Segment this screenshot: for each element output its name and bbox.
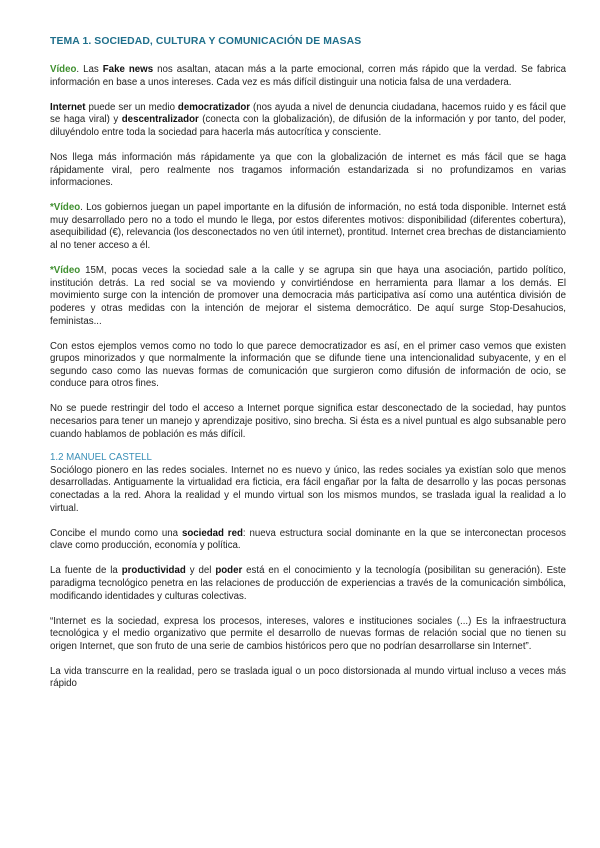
paragraph-gobiernos [50, 202, 566, 252]
paragraph-fake-news [50, 64, 566, 89]
term-descentralizador: descentralizador [121, 114, 199, 126]
text: La fuente de la [50, 565, 122, 577]
video-link[interactable]: Vídeo [50, 64, 77, 75]
text: 15M, pocas veces la sociedad sale a la calle y se agrupa sin que haya una asociación, partido político, institución detrás. La red social se va moviendo y convirtiéndose en herramienta para llamar a los demás. El movimiento surge con la intención de promover una democracia más participativa así como una auténtica división de poderes y otras medidas con la intención de mejorar el sistema democrático. De aquí surge Stop-Desahucios, feministas... [50, 265, 566, 327]
term-fake-news: Fake news [102, 64, 154, 75]
document-page [50, 36, 566, 704]
video-link[interactable]: *Vídeo [50, 202, 81, 214]
text: y del [185, 565, 216, 577]
text: : nueva estructura social dominante en la que se interconectan procesos clave como producción, economía y política. [50, 527, 566, 552]
paragraph-15m [50, 265, 566, 328]
paragraph-sociedad-red [50, 528, 566, 553]
paragraph-acceso: No se puede restringir del todo el acceso a Internet porque significa estar desconectado de la sociedad, hay puntos necesarios para tener un manejo y aprendizaje positivo, sino brecha. Si ésta es a nivel puntual es algo subsanable pero cuando hablamos de población es más difícil. [50, 403, 566, 440]
paragraph-vida: La vida transcurre en la realidad, pero se traslada igual o un poco distorsionada al mundo virtual incluso a veces más rápido [50, 665, 566, 690]
term-poder: poder [215, 565, 243, 577]
paragraph-cita: “Internet es la sociedad, expresa los procesos, intereses, valores e instituciones sociales (...) Es la infraestructura tecnológica y el medio organizativo que permite el desarrollo de nuevas formas de relación social que no tienen su origen Internet, que son fruto de una serie de cambios históricos pero que no podrían desarrollarse sin Internet”. [50, 615, 566, 652]
paragraph-ejemplos: Con estos ejemplos vemos como no todo lo que parece democratizador es así, en el primer caso vemos que existen grupos minorizados y que normalmente la información que se difunde tiene una intencionalidad subyacente, y en el segundo caso como las nuevas formas de comunicación que surgieron como difusión de información de ocio, se conduce para otros fines. [50, 340, 566, 390]
text: puede ser un medio [85, 101, 178, 113]
term-internet: Internet [50, 101, 86, 113]
term-productividad: productividad [121, 565, 186, 577]
text: Concibe el mundo como una [50, 527, 182, 539]
video-link[interactable]: *Vídeo [50, 265, 81, 277]
subsection-title: 1.2 MANUEL CASTELL [50, 451, 152, 463]
text: . Los gobiernos juegan un papel importante en la difusión de información, no está toda disponible. Internet está muy desarrollado pero no a todo el mundo le llega, por estos diferentes motivos: disponibilidad (diferentes cobertura), asequibilidad (€), relevancia (los desconectados no ven útil internet), prontitud. Internet crea brechas de distanciamiento al no tener acceso a él. [50, 202, 566, 252]
term-democratizador: democratizador [177, 101, 251, 113]
paragraph-globalizacion: Nos llega más información más rápidamente ya que con la globalización de internet es más fácil que se haga rápidamente viral, pero realmente nos tragamos información estandarizada si no profundizamos en varias informaciones. [50, 151, 566, 189]
text: (conecta con la globalización), de difusión de la información y por tanto, del poder, diluyéndolo entre toda la sociedad para hacerla más autocrítica y consciente. [50, 114, 566, 138]
paragraph-sociologo: Sociólogo pionero en las redes sociales. Internet no es nuevo y único, las redes sociales ya existían solo que menos desarrolladas. Antiguamente la virtualidad era ficticia, era fácil engañar por la falta de desarrollo y las pocas personas conectadas a la red. Ahora la realidad y el mundo virtual son los mismos mundos, se traslada igual la realidad a lo virtual. [50, 464, 566, 514]
paragraph-internet [50, 102, 566, 140]
paragraph-productividad [50, 565, 566, 603]
section-title: TEMA 1. SOCIEDAD, CULTURA Y COMUNICACIÓN DE MASAS [50, 36, 362, 47]
text: está en el conocimiento y la tecnología (posibilitan su generación). Este paradigma tecnológico penetra en las relaciones de producción de experiencias a través de la comunicación simbólica, modificando identidades y culturas colectivas. [50, 565, 566, 602]
term-sociedad-red: sociedad red [181, 527, 243, 539]
text: . Las [76, 64, 103, 75]
text: nos asaltan, atacan más a la parte emocional, corren más rápido que la verdad. Se fabrica información en base a unos intereses. Cada vez es más difícil distinguir una noticia falsa de una verdadera. [50, 64, 566, 88]
text: (nos ayuda a nivel de denuncia ciudadana, hacemos ruido y es fácil que se haga viral) y [50, 101, 566, 126]
